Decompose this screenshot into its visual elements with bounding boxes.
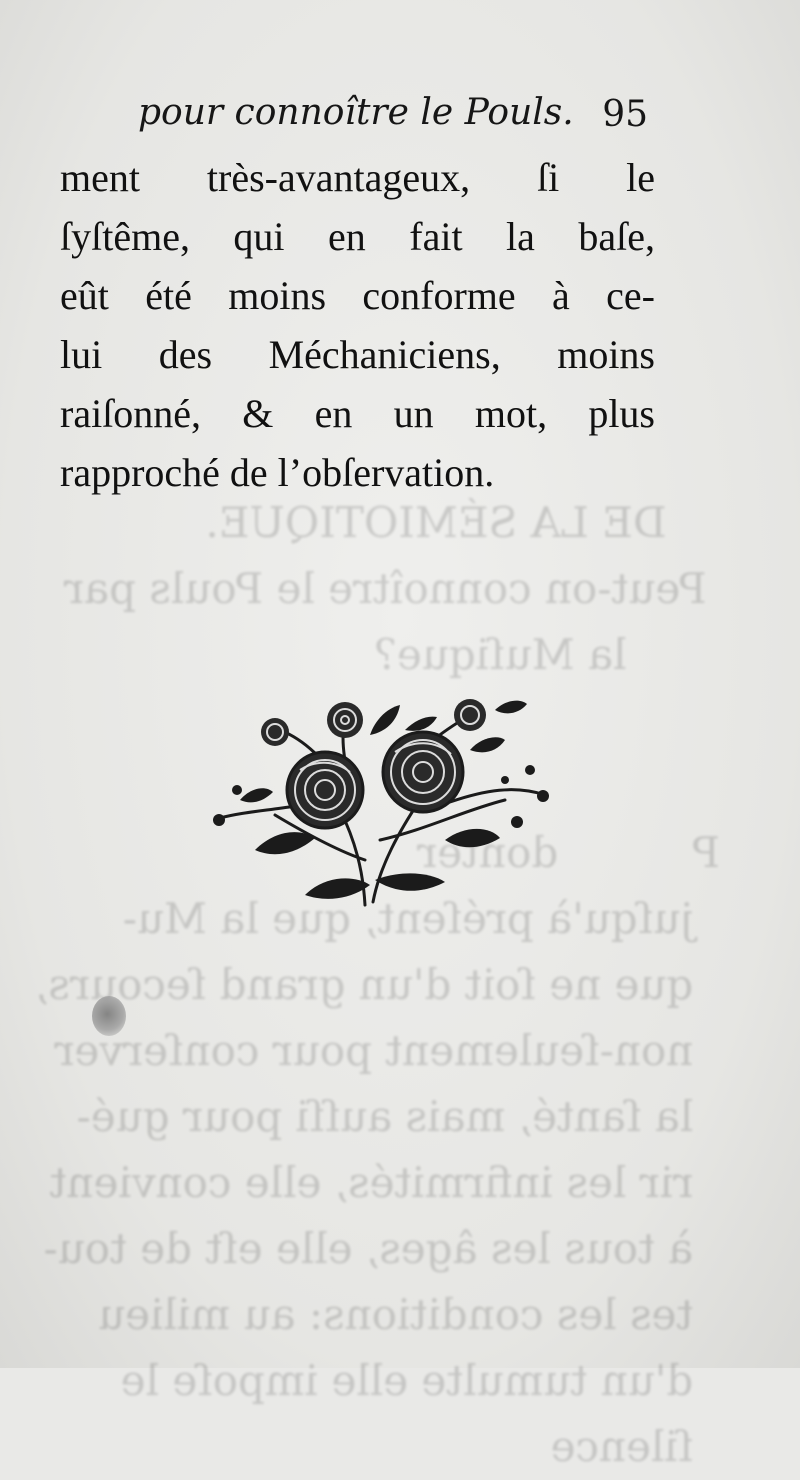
running-header [138, 92, 658, 152]
text-line: eût été moins conforme à ce- [60, 273, 655, 318]
text-line: raiſonné, & en un mot, plus [60, 391, 655, 436]
reverse-side-show-through: DE LA SÉMIOTIQUE. Peut-on connoître le Pouls par la Muſique? P donter juſqu'à préſent, que la Mu- que ne ſoit d'un grand ſecours, non-ſeulement pour conſerver la ſanté, mais auſſi pour gué- rir les infirmités, elle convient à tous les âges, elle eſt de tou- tes les conditions: au milieu d'un tumulte elle impoſe le ſilence [34, 498, 720, 1471]
rose-bouquet-icon [205, 690, 555, 915]
text-line: lui des Méchaniciens, moins [60, 332, 655, 377]
ink-stain [92, 996, 126, 1036]
page-number: 95 [602, 94, 648, 135]
text-line: rapproché de l’obſervation. [60, 450, 495, 495]
text-line: ſyſtême, qui en fait la baſe, [60, 214, 655, 259]
running-title: pour connoître le Pouls. [138, 92, 574, 133]
body-text [60, 148, 655, 502]
text-line: ment très-avantageux, ſi le [60, 155, 655, 200]
